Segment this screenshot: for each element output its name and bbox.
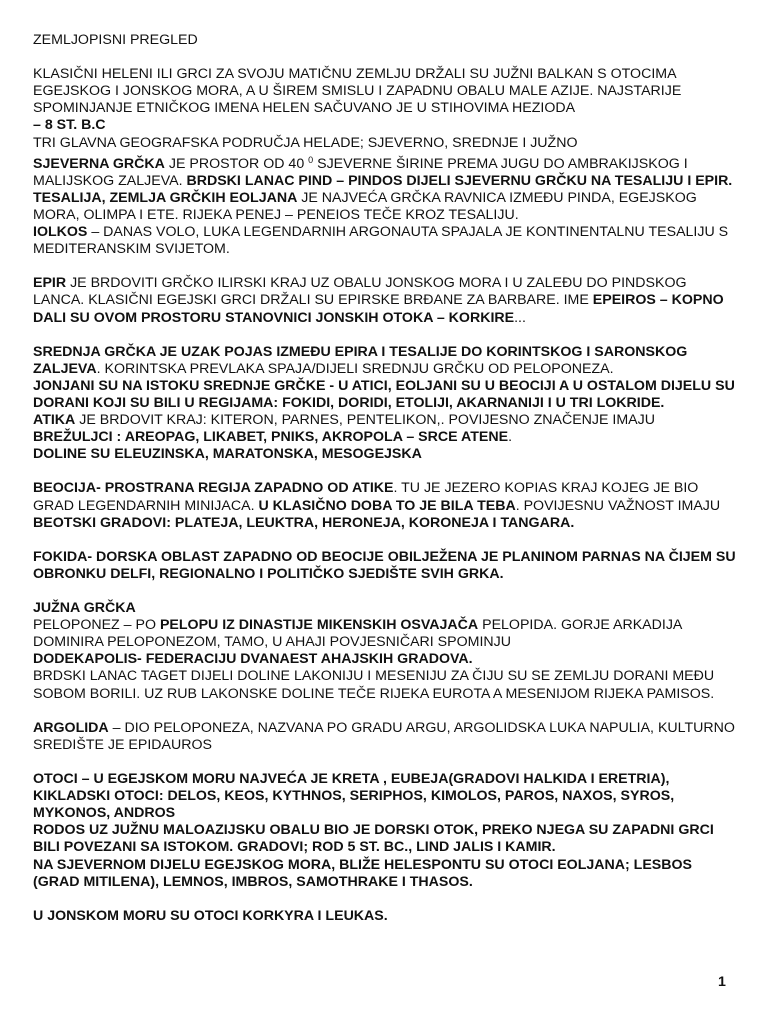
paragraph-taget: BRDSKI LANAC TAGET DIJELI DOLINE LAKONIJU I MESENIJU ZA ČIJU SU SE ZEMLJU DORANI MEĐU SOBOM BORILI. UZ RUB LAKONSKE DOLINE TEČE RIJEKA EUROTA A MESENIJOM RIJEKA PAMISOS. <box>33 668 715 702</box>
atika-heading: ATIKA <box>33 412 76 429</box>
fokida-text: FOKIDA- DORSKA OBLAST ZAPADNO OD BEOCIJE OBILJEŽENA JE PLANINOM PARNAS NA ČIJEM SU OBRONKU DELFI, REGIONALNO I POLITIČKO SJEDIŠTE SVIH GRKA. <box>33 548 736 582</box>
paragraph-fokida <box>33 549 738 583</box>
paragraph-central <box>33 344 738 378</box>
north-pind: BRDSKI LANAC PIND – PINDOS DIJELI SJEVERNU GRČKU NA TESALIJU I EPIR. <box>186 172 733 189</box>
central-heading: SREDNJA GRČKA JE UZAK POJAS IZMEĐU EPIRA I TESALIJE DO KORINTSKOG I SARONSKOG ZALJEVA <box>33 343 688 377</box>
north-text-b: SJEVERNE ŠIRINE PREMA JUGU DO AMBRAKIJSKOG I MALIJSKOG ZALJEVA. <box>33 155 688 189</box>
central-text: . KORINTSKA PREVLAKA SPAJA/DIJELI SREDNJU GRČKU OD PELOPONEZA. <box>96 360 614 377</box>
hills-period: . <box>508 429 513 446</box>
page-number: 1 <box>718 974 726 990</box>
paragraph-regions: TRI GLAVNA GEOGRAFSKA PODRUČJA HELADE; SJEVERNO, SREDNJE I JUŽNO <box>33 134 578 151</box>
peloponez-pelop: PELOPU IZ DINASTIJE MIKENSKIH OSVAJAČA <box>159 617 479 634</box>
paragraph-peloponez <box>33 617 738 651</box>
paragraph-hills <box>33 429 738 446</box>
atika-text: JE BRDOVIT KRAJ: KITERON, PARNES, PENTELIKON,. POVIJESNO ZNAČENJE IMAJU <box>75 412 655 429</box>
paragraph-north <box>33 152 738 190</box>
epir-heading: EPIR <box>33 275 67 292</box>
paragraph-iolkos <box>33 224 738 258</box>
north-text-a: JE PROSTOR OD 40 <box>164 155 309 172</box>
paragraph-ionian <box>33 908 738 925</box>
peloponez-text-a: PELOPONEZ – PO <box>33 617 160 634</box>
tesalija-text: JE NAJVEĆA GRČKA RAVNICA IZMEĐU PINDA, EGEJSKOG MORA, OLIMPA I ETE. RIJEKA PENEJ – PENEIOS TEČE KROZ TESALIJU. <box>33 189 697 223</box>
intro-date: – 8 ST. B.C <box>33 117 106 134</box>
paragraph-tesalija <box>33 190 738 224</box>
peloponez-text-b: PELOPIDA. GORJE ARKADIJA DOMINIRA PELOPONEZOM, TAMO, U AHAJI POVJESNIČARI SPOMINJU <box>33 617 682 651</box>
north-heading: SJEVERNA GRČKA <box>33 155 165 172</box>
beocija-heading: BEOCIJA- PROSTRANA REGIJA ZAPADNO OD ATIKE <box>33 480 394 497</box>
intro-text: KLASIČNI HELENI ILI GRCI ZA SVOJU MATIČNU ZEMLJU DRŽALI SU JUŽNI BALKAN S OTOCIMA EGEJSKOG I JONSKOG MORA, A U ŠIREM SMISLU I ZAPADNU OBALU MALE AZIJE. NAJSTARIJE SPOMINJANJE ETNIČKOG IMENA HELEN SAČUVANO JE U STIHOVIMA HEZIODA <box>33 66 682 117</box>
epir-epeiros: EPEIROS – KOPNO DALI SU OVOM PROSTORU STANOVNICI JONSKIH OTOKA – KORKIRE <box>33 292 724 326</box>
paragraph-rodos <box>33 822 738 856</box>
tesalija-heading: TESALIJA, ZEMLJA GRČKIH EOLJANA <box>33 189 298 206</box>
degree-mark: 0 <box>308 154 314 165</box>
north-islands-text: NA SJEVERNOM DIJELU EGEJSKOG MORA, BLIŽE HELESPONTU SU OTOCI EOLJANA; LESBOS (GRAD MITILENA), LEMNOS, IMBROS, SAMOTHRAKE I THASOS. <box>33 856 693 890</box>
paragraph-argolida <box>33 720 738 754</box>
document-title: ZEMLJOPISNI PREGLED <box>33 32 198 48</box>
beocija-text-a: . TU JE JEZERO KOPIAS KRAJ KOJEG JE BIO GRAD LEGENDARNIH MINIJACA. <box>33 480 699 514</box>
beocija-cities: BEOTSKI GRADOVI: PLATEJA, LEUKTRA, HERONEJA, KORONEJA I TANGARA. <box>33 514 575 531</box>
epir-text: JE BRDOVITI GRČKO ILIRSKI KRAJ UZ OBALU JONSKOG MORA I U ZALEĐU DO PINDSKOG LANCA. KLASIČNI EGEJSKI GRCI DRŽALI SU EPIRSKE BRĐANE ZA BARBARE. IME <box>33 275 687 309</box>
rodos-text: RODOS UZ JUŽNU MALOAZIJSKU OBALU BIO JE DORSKI OTOK, PREKO NJEGA SU ZAPADNI GRCI BILI POVEZANI SA ISTOKOM. GRADOVI; ROD 5 ST. BC., LIND JALIS I KAMIR. <box>33 822 714 856</box>
south-heading: JUŽNA GRČKA <box>33 600 136 617</box>
paragraph-intro <box>33 66 738 134</box>
argolida-text: – DIO PELOPONEZA, NAZVANA PO GRADU ARGU, ARGOLIDSKA LUKA NAPULIA, KULTURNO SREDIŠTE JE EPIDAUROS <box>33 719 735 753</box>
dodekapolis-text: DODEKAPOLIS- FEDERACIJU DVANAEST AHAJSKIH GRADOVA. <box>33 651 473 668</box>
paragraph-jonjani <box>33 378 738 412</box>
ionian-text: U JONSKOM MORU SU OTOCI KORKYRA I LEUKAS. <box>33 907 388 924</box>
hills-text: BREŽULJCI : AREOPAG, LIKABET, PNIKS, AKROPOLA – SRCE ATENE <box>33 429 509 446</box>
paragraph-epir <box>33 275 738 326</box>
paragraph-dodekapolis <box>33 651 738 668</box>
epir-ellipsis: ... <box>514 309 526 326</box>
jonjani-text: JONJANI SU NA ISTOKU SREDNJE GRČKE - U ATICI, EOLJANI SU U BEOCIJI A U OSTALOM DIJELU SU DORANI KOJI SU BILI U REGIJAMA: FOKIDI, DORIDI, ETOLIJI, AKARNANIJI I U TRI LOKRIDE. <box>33 377 735 411</box>
iolkos-text: – DANAS VOLO, LUKA LEGENDARNIH ARGONAUTA SPAJALA JE KONTINENTALNU TESALIJU S MEDITERANSKIM SVIJETOM. <box>33 224 729 258</box>
iolkos-heading: IOLKOS <box>33 224 88 241</box>
beocija-teba: U KLASIČNO DOBA TO JE BILA TEBA <box>258 497 516 514</box>
paragraph-islands <box>33 771 738 822</box>
islands-text: OTOCI – U EGEJSKOM MORU NAJVEĆA JE KRETA , EUBEJA(GRADOVI HALKIDA I ERETRIA), KIKLADSKI OTOCI: DELOS, KEOS, KYTHNOS, SERIPHOS, KIMOLOS, PAROS, NAXOS, SYROS, MYKONOS, ANDROS <box>33 771 675 822</box>
argolida-heading: ARGOLIDA <box>33 719 109 736</box>
valleys-text: DOLINE SU ELEUZINSKA, MARATONSKA, MESOGEJSKA <box>33 446 422 463</box>
paragraph-south-heading <box>33 600 738 617</box>
paragraph-beocija <box>33 480 738 531</box>
paragraph-north-islands <box>33 857 738 891</box>
document-body <box>33 32 738 925</box>
paragraph-valleys <box>33 446 738 463</box>
beocija-text-b: . POVIJESNU VAŽNOST IMAJU <box>515 497 721 514</box>
paragraph-atika <box>33 412 738 429</box>
